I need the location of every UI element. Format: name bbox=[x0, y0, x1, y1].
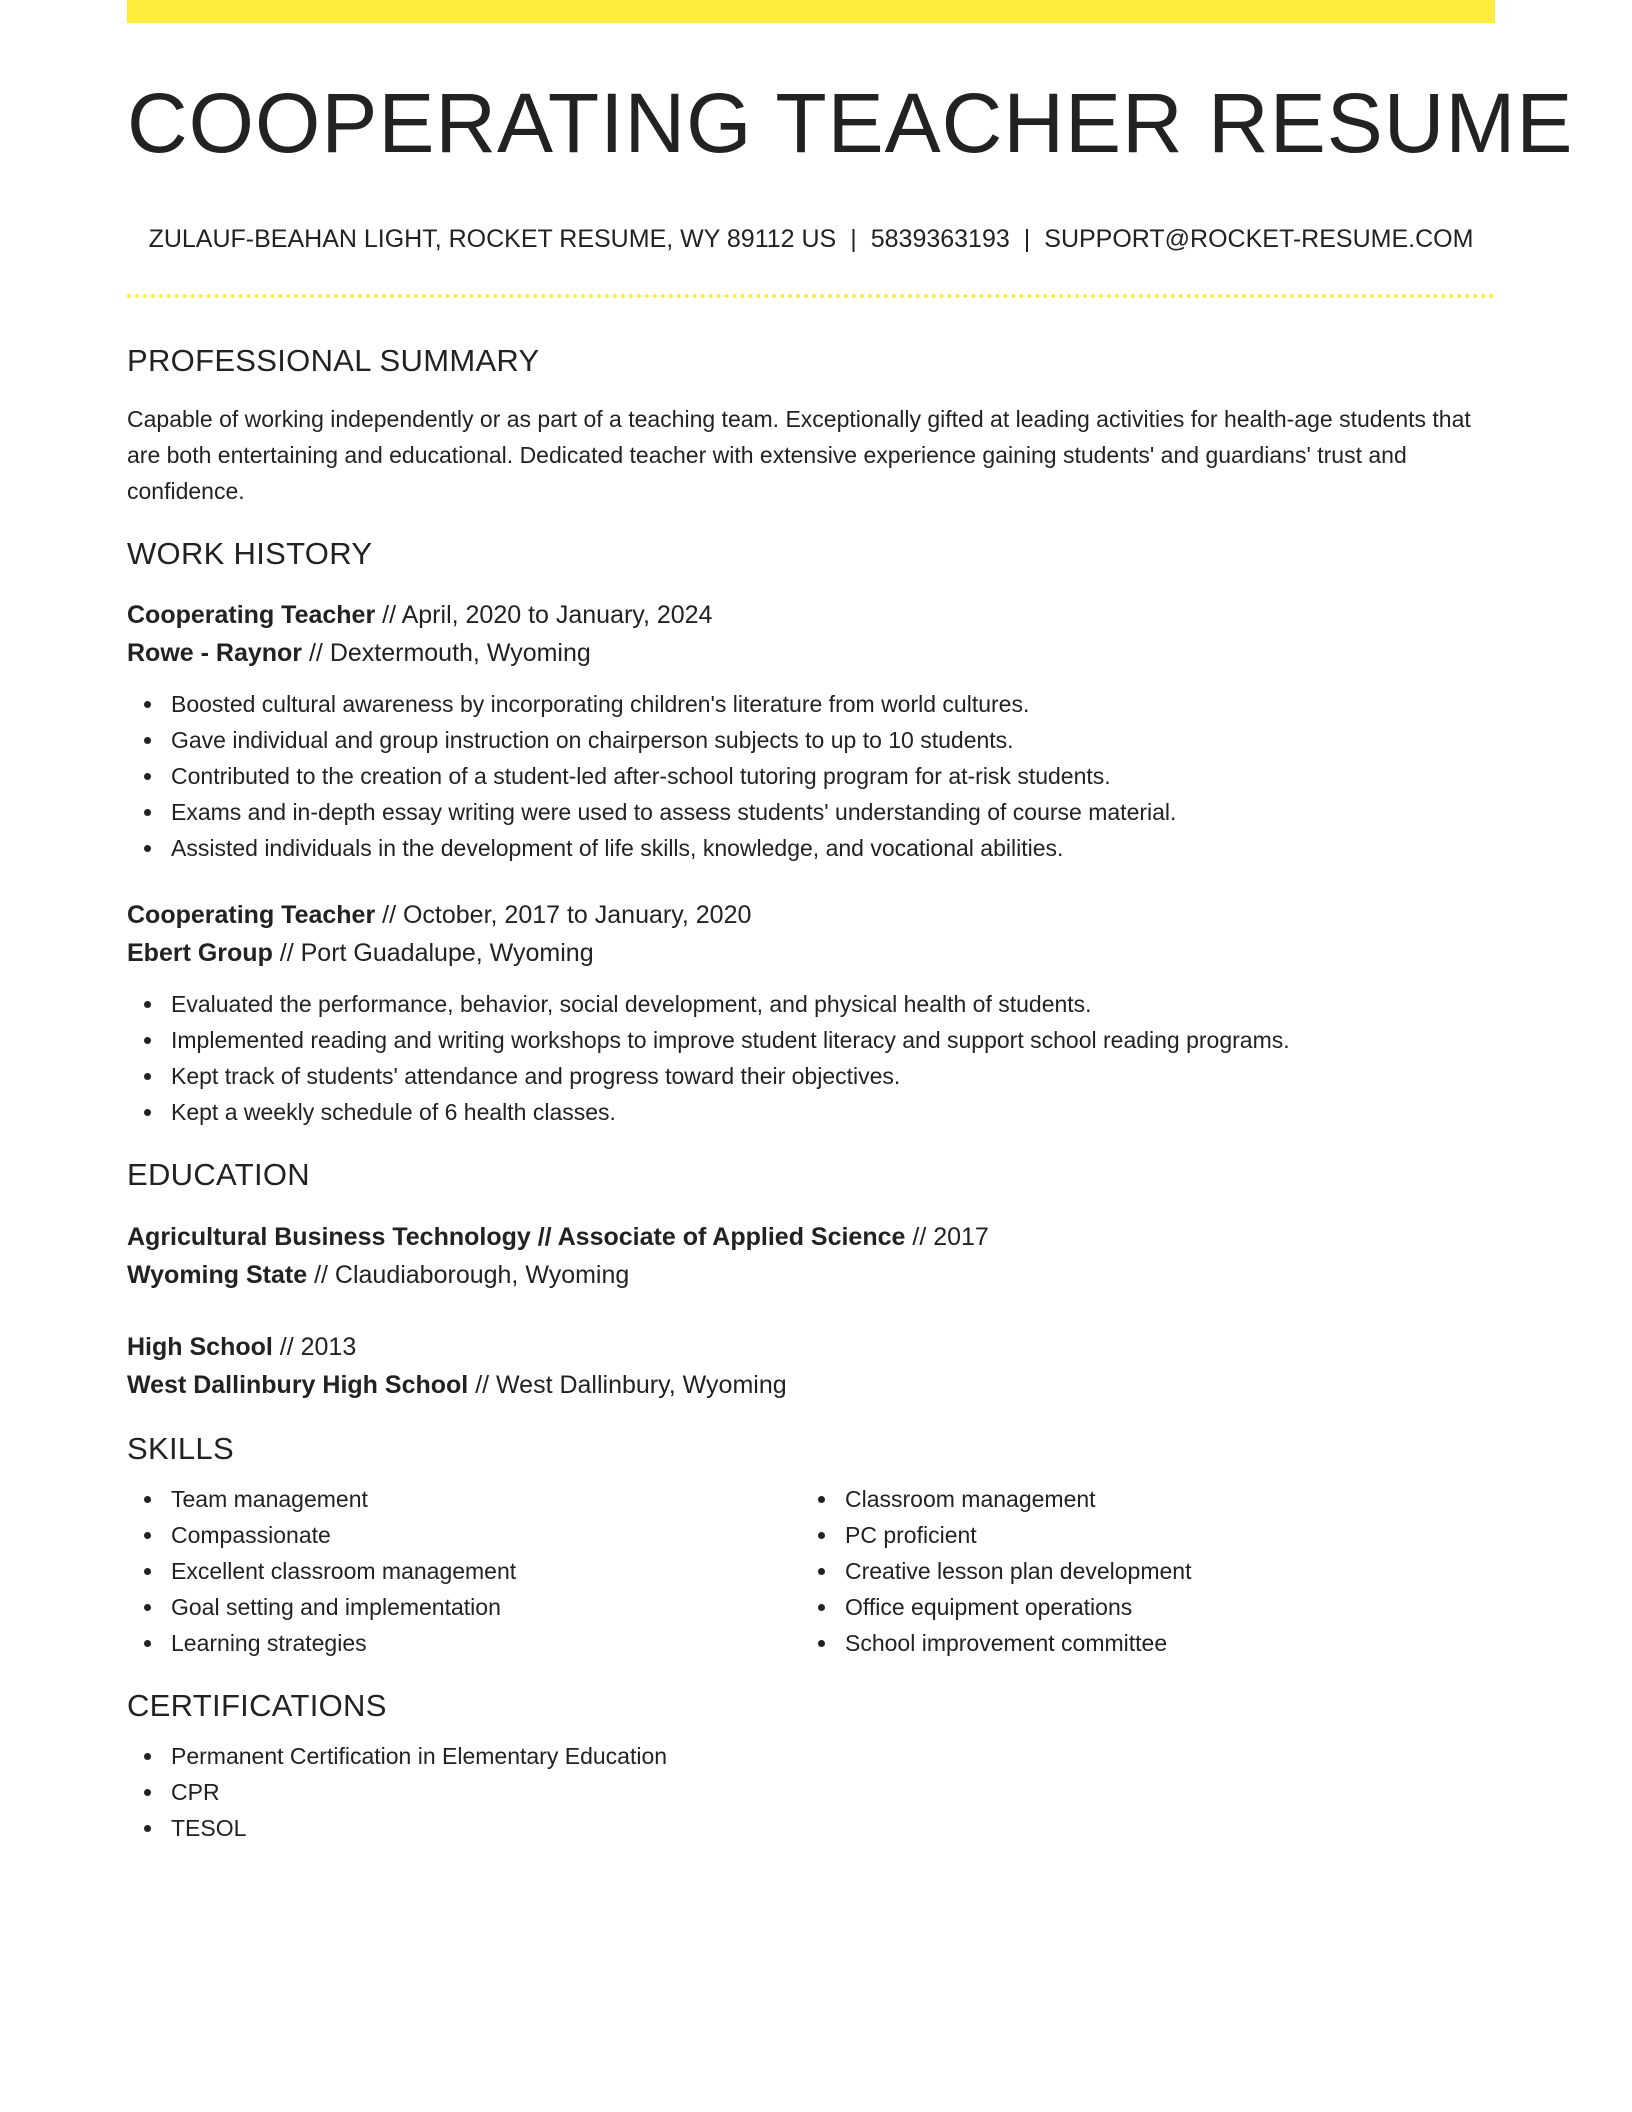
education-degree: Agricultural Business Technology // Associate of Applied Science bbox=[127, 1222, 906, 1251]
list-item: Compassionate bbox=[127, 1517, 801, 1553]
education-entry bbox=[127, 1218, 1495, 1294]
list-item: Gave individual and group instruction on chairperson subjects to up to 10 students. bbox=[127, 722, 1495, 758]
dotted-divider bbox=[127, 294, 1495, 298]
skills-bullets-right bbox=[801, 1481, 1475, 1661]
certifications-heading: CERTIFICATIONS bbox=[127, 1687, 387, 1723]
list-item: Classroom management bbox=[801, 1481, 1475, 1517]
education-year: // 2013 bbox=[272, 1332, 357, 1361]
job-location: // Dextermouth, Wyoming bbox=[302, 639, 591, 668]
resume-title: COOPERATING TEACHER RESUME bbox=[127, 76, 1574, 170]
job-dates: // April, 2020 to January, 2024 bbox=[375, 601, 713, 630]
job-employer-line bbox=[127, 634, 1495, 672]
job-role: Cooperating Teacher bbox=[127, 601, 376, 630]
education-entry bbox=[127, 1328, 1495, 1404]
list-item: Learning strategies bbox=[127, 1625, 801, 1661]
contact-email: SUPPORT@ROCKET-RESUME.COM bbox=[1044, 225, 1474, 253]
education-year: // 2017 bbox=[905, 1222, 989, 1251]
accent-top-bar bbox=[127, 0, 1495, 23]
certifications-list bbox=[127, 1738, 1495, 1846]
summary-heading: PROFESSIONAL SUMMARY bbox=[127, 343, 540, 378]
contact-line bbox=[127, 224, 1495, 254]
job-title-line bbox=[127, 896, 1495, 934]
job-bullets bbox=[127, 986, 1495, 1130]
contact-separator: | bbox=[1023, 225, 1031, 253]
skills-bullets-left bbox=[127, 1481, 801, 1661]
education-location: // Claudiaborough, Wyoming bbox=[307, 1260, 630, 1289]
list-item: Permanent Certification in Elementary Education bbox=[127, 1738, 1495, 1774]
skills-heading: SKILLS bbox=[127, 1430, 234, 1466]
job-bullets bbox=[127, 686, 1495, 866]
job-employer-line bbox=[127, 934, 1495, 972]
list-item: PC proficient bbox=[801, 1517, 1475, 1553]
list-item: Boosted cultural awareness by incorporating children's literature from world cultures. bbox=[127, 686, 1495, 722]
education-school: West Dallinbury High School bbox=[127, 1370, 469, 1399]
list-item: Team management bbox=[127, 1481, 801, 1517]
list-item: Office equipment operations bbox=[801, 1589, 1475, 1625]
list-item: Implemented reading and writing workshops to improve student literacy and support school reading programs. bbox=[127, 1022, 1495, 1058]
list-item: Contributed to the creation of a student-led after-school tutoring program for at-risk students. bbox=[127, 758, 1495, 794]
education-school-line bbox=[127, 1366, 1495, 1404]
list-item: Kept track of students' attendance and progress toward their objectives. bbox=[127, 1058, 1495, 1094]
education-degree-line bbox=[127, 1328, 1495, 1366]
list-item: Evaluated the performance, behavior, social development, and physical health of students. bbox=[127, 986, 1495, 1022]
job-employer: Ebert Group bbox=[127, 939, 273, 968]
job-role: Cooperating Teacher bbox=[127, 901, 376, 930]
resume-page bbox=[127, 0, 1574, 1846]
list-item: Creative lesson plan development bbox=[801, 1553, 1475, 1589]
list-item: CPR bbox=[127, 1774, 1495, 1810]
list-item: TESOL bbox=[127, 1810, 1495, 1846]
list-item: Kept a weekly schedule of 6 health classes. bbox=[127, 1094, 1495, 1130]
contact-address: ZULAUF-BEAHAN LIGHT, ROCKET RESUME, WY 89112 US bbox=[148, 225, 837, 253]
skills-column-left bbox=[127, 1481, 801, 1661]
summary-text: Capable of working independently or as part of a teaching team. Exceptionally gifted at leading activities for health-age students that are both entertaining and educational. Dedicated teacher with extensive experience gaining students' and guardians' trust and confidence. bbox=[127, 406, 1471, 505]
education-degree: High School bbox=[127, 1332, 273, 1361]
list-item: School improvement committee bbox=[801, 1625, 1475, 1661]
list-item: Exams and in-depth essay writing were used to assess students' understanding of course material. bbox=[127, 794, 1495, 830]
job-entry bbox=[127, 596, 1495, 866]
job-dates: // October, 2017 to January, 2020 bbox=[375, 901, 752, 930]
education-degree-line bbox=[127, 1218, 1495, 1256]
job-entry bbox=[127, 896, 1495, 1130]
education-school: Wyoming State bbox=[127, 1260, 308, 1289]
education-heading: EDUCATION bbox=[127, 1157, 310, 1193]
list-item: Goal setting and implementation bbox=[127, 1589, 801, 1625]
skills-column-right bbox=[801, 1481, 1475, 1661]
list-item: Excellent classroom management bbox=[127, 1553, 801, 1589]
skills-list bbox=[127, 1481, 1495, 1661]
contact-phone: 5839363193 bbox=[870, 225, 1010, 253]
job-title-line bbox=[127, 596, 1495, 634]
work-history-heading: WORK HISTORY bbox=[127, 536, 373, 572]
job-location: // Port Guadalupe, Wyoming bbox=[272, 939, 594, 968]
education-location: // West Dallinbury, Wyoming bbox=[468, 1370, 787, 1399]
contact-separator: | bbox=[850, 225, 857, 253]
job-employer: Rowe - Raynor bbox=[127, 639, 303, 668]
list-item: Assisted individuals in the development of life skills, knowledge, and vocational abilities. bbox=[127, 830, 1495, 866]
education-school-line bbox=[127, 1256, 1495, 1294]
